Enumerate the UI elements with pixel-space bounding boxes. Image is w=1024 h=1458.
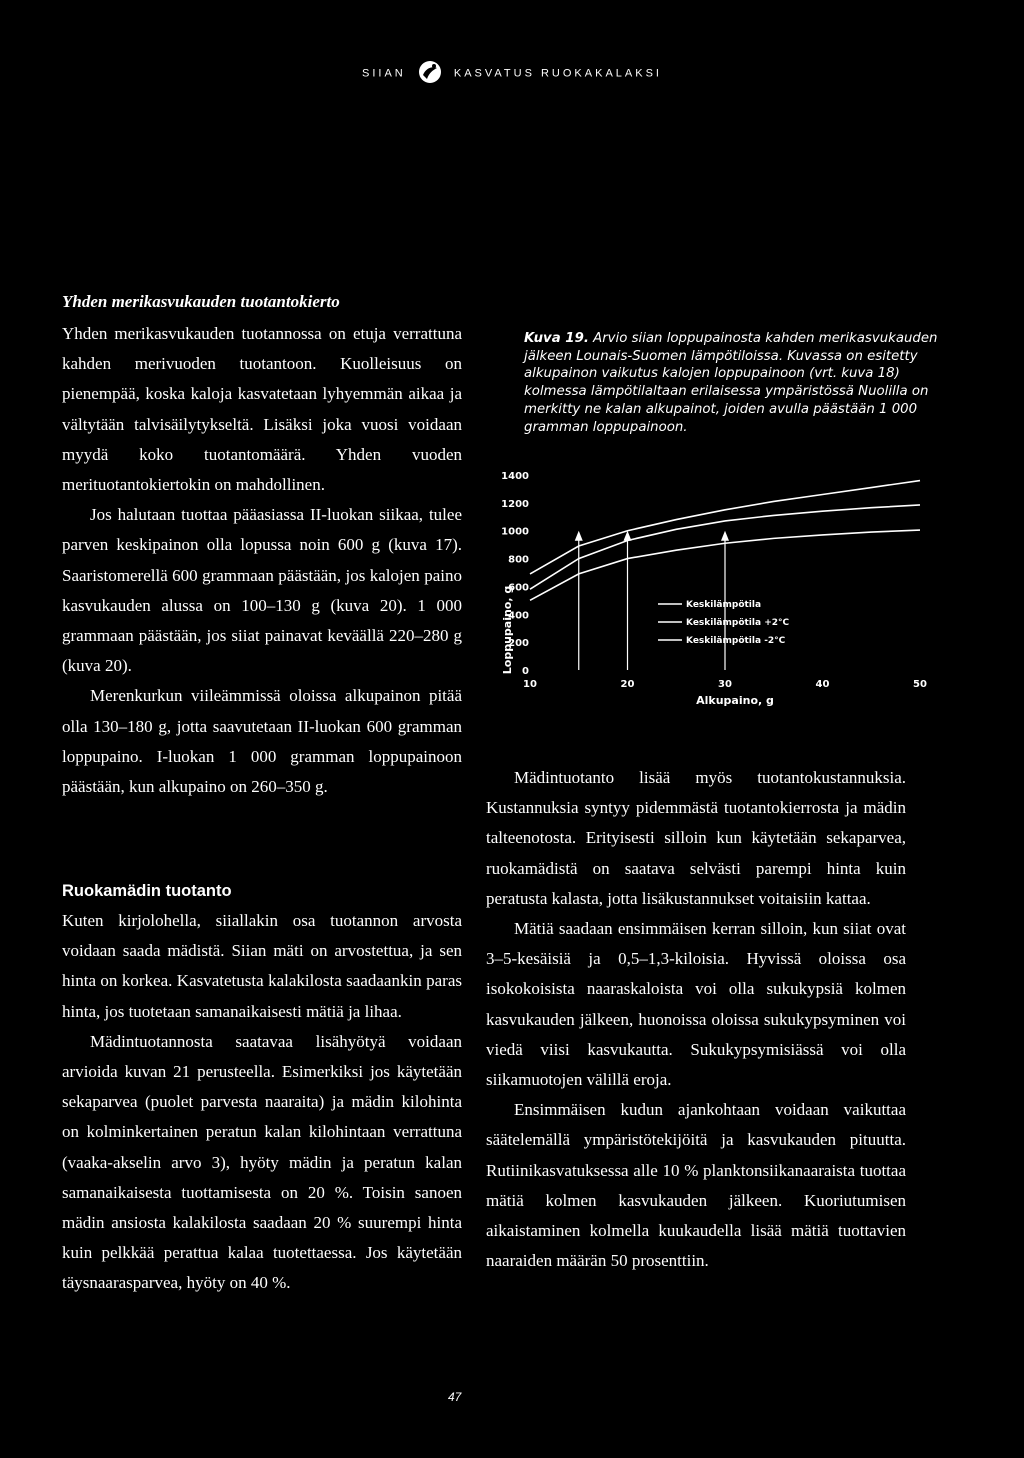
paragraph-production-cycle <box>62 319 462 802</box>
y-tick-label: 600 <box>508 582 529 594</box>
paragraph-text: Ensimmäisen kudun ajankohtaan voidaan vaikuttaa säätelemällä ympäristötekijöitä ja kasvukauden pituutta. Rutiinikasvatuksessa alle 10 % planktonsiikanaaraista tuottaa mätiä kolmen kasvukauden jälkeen. Kuoriutumisen aikaistaminen kolmella kuukaudella lisää mätiä tuottavien naaraiden määrän 50 prosenttiin. <box>486 1100 906 1271</box>
arrow-head-icon <box>721 531 729 541</box>
x-tick-label: 40 <box>815 679 830 690</box>
paragraph-text: Yhden merikasvukauden tuotannossa on etuja verrattuna kahden merivuoden tuotantoon. Kuolleisuus on pienempää, koska kaloja kasvatetaan lyhyemmän aikaa ja vältytään talvisäilytykseltä. Lisäksi joka vuosi voidaan myydä koko tuotantomäärä. Yhden vuoden merituotantokiertokin on mahdollinen. <box>62 324 462 495</box>
arrow-head-icon <box>575 531 583 541</box>
paragraph-text: Mädintuotanto lisää myös tuotantokustannuksia. Kustannuksia syntyy pidemmästä tuotantokierrosta ja mädin talteenotosta. Erityisesti silloin kun käytetään sekaparvea, ruokamädistä on saatava selvästi parempi hinta kuin peratusta kalasta, jotta lisäkustannukset voitaisiin kattaa. <box>486 768 906 908</box>
paragraph-text: Mädintuotannosta saatavaa lisähyötyä voidaan arvioida kuvan 21 perusteella. Esimerkiksi jos käytetään sekaparvea (puolet parvesta naaraita) ja mädin kilohinta on kolminkertainen peratun kalan kilohintaan verrattuna (vaaka-akselin arvo 3), hyöty mädin ja peratun kalan samanaikaisesta tuottamisesta on 20 %. Toisin sanoen mädin ansiosta kalakilosta saadaan 20 % suurempi hinta kuin pelkkää perattua kalaa tuotettaessa. Jos käytetään täysnaarasparvea, hyöty on 40 %. <box>62 1031 462 1293</box>
paragraph-text: Jos halutaan tuottaa pääasiassa II-luokan siikaa, tulee parven keskipainon olla lopussa noin 600 g (kuva 17). Saaristomerellä 600 grammaan päästään, jos kalojen paino kasvukauden alussa on 100–130 g (kuva 20). 1 000 grammaan päästään, jos siiat painavat keväällä 220–280 g (kuva 20). <box>62 505 462 676</box>
x-tick-label: 10 <box>523 679 537 690</box>
y-tick-label: 1400 <box>501 471 529 482</box>
legend-label: Keskilämpötila <box>686 600 762 610</box>
legend-label: Keskilämpötila +2°C <box>686 618 790 628</box>
section-title-roe-production: Ruokamädin tuotanto <box>62 882 232 900</box>
header-right-text: KASVATUS RUOKAKALAKSI <box>453 67 662 80</box>
y-tick-label: 200 <box>508 638 529 650</box>
paragraph-text: Merenkurkun viileämmissä oloissa alkupainon pitää olla 130–180 g, jotta saavutetaan II-luokan 600 gramman loppupaino. I-luokan 1 000 gramman loppupainoon päästään, kun alkupaino on 260–350 g. <box>62 686 462 797</box>
logo-icon <box>418 60 442 87</box>
y-tick-label: 400 <box>508 610 529 622</box>
figure-caption-text: Arvio siian loppupainosta kahden merikasvukauden jälkeen Lounais-Suomen lämpötiloissa. Kuvassa on esitetty alkupainon vaikutus kalojen loppupainoon (vrt. kuva 18) kolmessa lämpötilaltaan erilaisessa ympäristössä Nuolilla on merkitty ne kalan alkupainot, joiden avulla päästään 1 000 gramman loppupainoon. <box>524 331 938 435</box>
final-weight-chart <box>490 455 960 715</box>
running-header <box>0 60 1024 87</box>
paragraph-text: Kuten kirjolohella, siiallakin osa tuotannon arvosta voidaan saada mädistä. Siian mäti on arvostettua, ja sen hinta on korkea. Kasvatetusta kalakilosta saadaankin paras hinta, jos tuotetaan samanaikaisesti mätiä ja lihaa. <box>62 911 462 1021</box>
header-left-text: SIIAN <box>362 67 406 80</box>
legend-label: Keskilämpötila -2°C <box>686 636 786 646</box>
y-tick-label: 1200 <box>501 498 529 510</box>
y-axis-label: Loppupaino, g <box>501 585 514 675</box>
page-number: 47 <box>448 1390 462 1404</box>
x-tick-label: 50 <box>913 679 927 690</box>
x-axis-label: Alkupaino, g <box>696 694 774 707</box>
section-title-production-cycle: Yhden merikasvukauden tuotantokierto <box>62 292 340 311</box>
figure-caption <box>524 330 942 436</box>
figure-label: Kuva 19. <box>524 331 589 346</box>
x-tick-label: 20 <box>620 679 635 690</box>
paragraph-roe-production <box>62 906 462 1299</box>
y-tick-label: 800 <box>508 554 529 566</box>
y-tick-label: 1000 <box>501 526 529 538</box>
y-tick-label: 0 <box>522 666 529 677</box>
x-tick-label: 30 <box>718 679 732 690</box>
paragraph-text: Mätiä saadaan ensimmäisen kerran silloin, kun siiat ovat 3–5-kesäisiä ja 0,5–1,3-kiloisia. Hyvissä oloissa osa isokokoisista naaraskaloista voi olla sukukypsiä kolmen kasvukauden jälkeen, huonoissa oloissa sukukypsyminen voi viedä viisi kasvukautta. Sukukypsymisiässä voi olla siikamuotojen välillä eroja. <box>486 919 906 1090</box>
paragraph-roe-costs <box>486 763 906 1276</box>
